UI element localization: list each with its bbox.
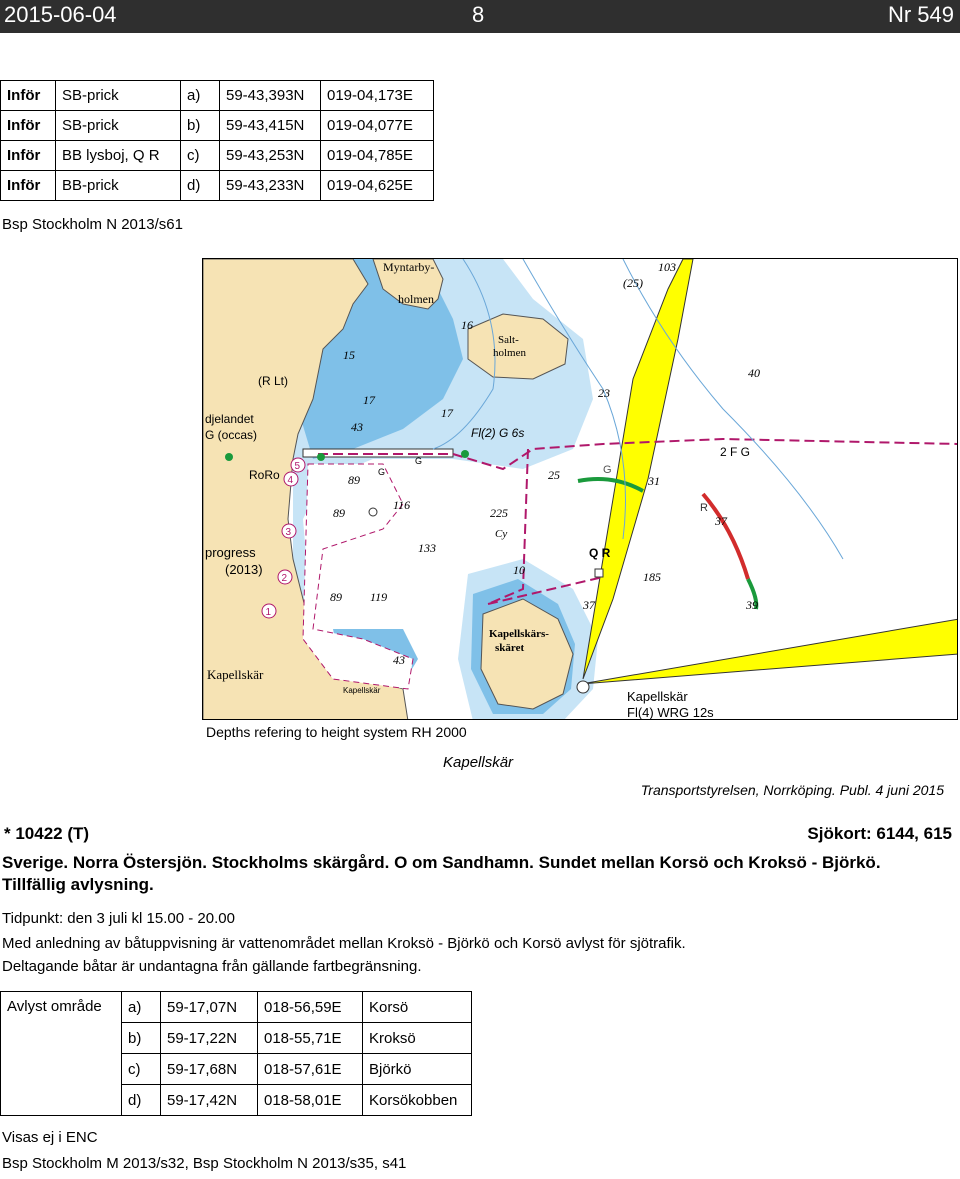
depth-sounding: 89 [330,590,342,604]
label-light-name: Kapellskär [627,689,688,704]
buoy-cell-idx: b) [181,111,220,141]
depth-sounding: 37 [715,514,727,528]
chart-reference-2: Bsp Stockholm M 2013/s32, Bsp Stockholm N 2013/s35, s41 [2,1155,407,1172]
restricted-cell-place: Korsö [363,992,472,1023]
berth-number: 2 [281,573,288,584]
depth-sounding: 23 [598,386,610,400]
depth-sounding: 31 [648,474,660,488]
depth-sounding: 39 [746,598,758,612]
buoy-table [0,80,434,201]
depth-sounding: 40 [748,366,760,380]
restricted-cell-lon: 018-56,59E [258,992,363,1023]
depth-sounding: 43 [351,420,363,434]
depth-sounding: 119 [370,590,388,604]
green-buoy-icon-3 [461,450,469,458]
buoy-cell-idx: a) [181,81,220,111]
area-label-cell: Avlyst område [1,992,122,1116]
depth-sounding: 16 [461,318,473,332]
berth-marker [291,458,305,472]
buoy-cell-name: SB-prick [56,111,181,141]
buoy-icon [369,508,377,516]
notice-body [2,932,902,978]
depth-sounding: 17 [363,393,375,407]
restricted-area-row [1,992,472,1023]
header-page-number: 8 [472,2,485,27]
buoy-cell-lat: 59-43,253N [220,141,321,171]
label-g1: G [603,464,612,476]
restricted-cell-place: Kroksö [363,1023,472,1054]
label-saltholmen: holmen [493,347,526,359]
depth-sounding: 89 [333,506,345,520]
depth-sounding: 15 [343,348,355,362]
restricted-cell-lon: 018-58,01E [258,1085,363,1116]
berth-number: 1 [265,607,272,618]
restricted-area-table [0,991,472,1116]
berth-marker [262,604,276,618]
label-light-character: Fl(4) WRG 12s [627,705,714,720]
buoy-cell-name: SB-prick [56,81,181,111]
nautical-chart [202,258,958,720]
buoy-cell-lat: 59-43,233N [220,171,321,201]
notice-title: Sverige. Norra Östersjön. Stockholms skärgård. O om Sandhamn. Sundet mellan Korsö och Kroksö - Björkö. Tillfällig avlysning. [2,853,881,894]
buoy-cell-idx: c) [181,141,220,171]
label-kapskar-island-1: Kapellskärs- [489,628,549,640]
buoy-cell-lon: 019-04,173E [321,81,434,111]
buoy-cell-lon: 019-04,077E [321,111,434,141]
depth-sounding: 185 [643,570,661,584]
enc-note: Visas ej i ENC [2,1129,98,1146]
label-occas: G (occas) [205,428,258,442]
label-fg: 2 F G [720,445,751,459]
notice-body-line-1: Med anledning av båtuppvisning är vattenområdet mellan Kroksö - Björkö och Korsö avlyst för sjötrafik. [2,935,686,952]
restricted-cell-place: Björkö [363,1054,472,1085]
lighthouse-icon [577,681,589,693]
restricted-cell-idx: c) [122,1054,161,1085]
label-holmen: holmen [398,292,434,306]
red-light-buoy-icon [595,569,603,577]
berth-marker [284,472,298,486]
buoy-table-row [1,171,434,201]
buoy-table-row [1,81,434,111]
header-issue-number: Nr 549 [887,2,954,27]
restricted-cell-lat: 59-17,42N [161,1085,258,1116]
berth-marker [278,570,292,584]
depth-note: Depths refering to height system RH 2000 [206,724,467,740]
restricted-cell-lat: 59-17,68N [161,1054,258,1085]
label-g3: G [378,467,386,477]
depth-sounding: 89 [348,473,360,487]
buoy-cell-name: BB-prick [56,171,181,201]
restricted-cell-idx: b) [122,1023,161,1054]
label-g2: G [415,456,423,466]
buoy-cell-lon: 019-04,625E [321,171,434,201]
label-fl2g: Fl(2) G 6s [471,426,525,440]
buoy-cell-type: Inför [1,141,56,171]
berth-number: 3 [285,527,292,538]
chart-caption: Kapellskär [443,754,514,771]
buoy-cell-type: Inför [1,81,56,111]
label-kapellskar-small: Kapellskär [343,686,381,695]
buoy-cell-lon: 019-04,785E [321,141,434,171]
label-myntarby: Myntarby- [383,260,435,274]
restricted-cell-lon: 018-57,61E [258,1054,363,1085]
restricted-cell-idx: d) [122,1085,161,1116]
notice-time: Tidpunkt: den 3 juli kl 15.00 - 20.00 [2,910,235,927]
label-qr: Q R [589,546,611,560]
notice-number: * 10422 (T) [4,824,90,843]
buoy-cell-type: Inför [1,111,56,141]
page-header [0,0,960,33]
buoy-table-body [1,81,434,201]
label-djelandet: djelandet [205,412,254,426]
buoy-cell-type: Inför [1,171,56,201]
restricted-cell-idx: a) [122,992,161,1023]
berth-number: 5 [294,461,301,472]
label-salt: Salt- [498,334,519,346]
depth-sounding: (25) [623,276,643,290]
depth-sounding: 133 [418,541,436,555]
label-rlt: (R Lt) [258,374,288,388]
buoy-cell-lat: 59-43,393N [220,81,321,111]
berth-marker [282,524,296,538]
depth-sounding: 225 [490,506,508,520]
depth-sounding: 43 [393,653,405,667]
notice-body-line-2: Deltagande båtar är undantagna från gällande fartbegränsning. [2,958,422,975]
buoy-cell-name: BB lysboj, Q R [56,141,181,171]
label-r: R [700,502,708,514]
restricted-cell-lat: 59-17,22N [161,1023,258,1054]
green-buoy-icon [225,453,233,461]
publisher-line: Transportstyrelsen, Norrköping. Publ. 4 juni 2015 [640,782,944,798]
buoy-table-row [1,141,434,171]
label-kapellskar: Kapellskär [207,667,264,682]
depth-sounding: 17 [441,406,453,420]
restricted-cell-lat: 59-17,07N [161,992,258,1023]
label-cy: Cy [495,528,508,540]
berth-number: 4 [287,475,294,486]
label-kapskar-island-2: skäret [495,642,525,654]
restricted-area-table-body [1,992,472,1116]
depth-sounding: 37 [583,598,595,612]
depth-sounding: 25 [548,468,560,482]
nautical-chart-svg [203,259,958,720]
buoy-cell-lat: 59-43,415N [220,111,321,141]
buoy-table-row [1,111,434,141]
label-roro: RoRo [249,468,280,482]
green-buoy-icon-2 [317,453,325,461]
label-year: (2013) [225,562,263,577]
depth-sounding: 103 [658,260,676,274]
chart-reference: Bsp Stockholm N 2013/s61 [2,216,183,233]
depth-sounding: 10 [513,563,525,577]
notice-charts: Sjökort: 6144, 615 [807,824,952,843]
buoy-cell-idx: d) [181,171,220,201]
depth-sounding: 116 [393,498,411,512]
restricted-cell-lon: 018-55,71E [258,1023,363,1054]
restricted-cell-place: Korsökobben [363,1085,472,1116]
label-progress: progress [205,545,256,560]
header-date: 2015-06-04 [4,2,117,27]
